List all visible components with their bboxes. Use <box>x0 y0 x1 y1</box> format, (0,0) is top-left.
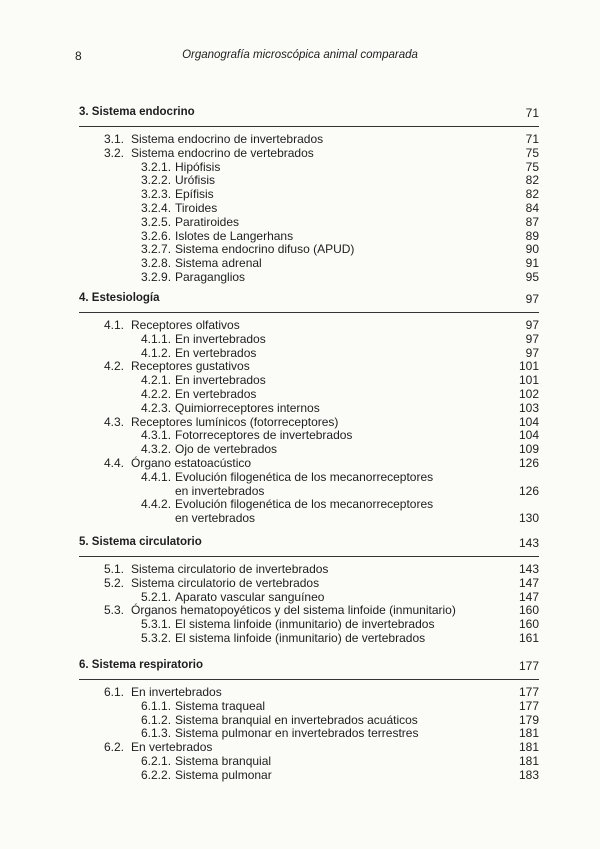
entry-page-number: 104 <box>518 414 539 429</box>
entry-number: 3.2.4. <box>141 200 172 215</box>
entry-number: 3.2.7. <box>141 242 172 257</box>
entry-title: en vertebrados <box>175 511 256 526</box>
toc-entry <box>79 769 539 783</box>
toc-entry <box>79 727 539 741</box>
entry-number: 3.2. <box>104 145 125 160</box>
toc-entry <box>79 485 539 499</box>
entry-number: 5.3.2. <box>141 630 172 645</box>
entry-title: Sistema branquial en invertebrados acuáticos <box>175 712 418 727</box>
toc-entry <box>79 360 539 374</box>
entry-number: 3.2.9. <box>141 269 172 284</box>
toc-entry <box>79 388 539 402</box>
entry-title: Quimiorreceptores internos <box>175 400 320 415</box>
entry-number: 6.2.1. <box>141 753 172 768</box>
entry-title: El sistema linfoide (inmunitario) de vertebrados <box>175 630 426 645</box>
toc-entry <box>79 374 539 388</box>
entry-title: Órgano estatoacústico <box>131 455 252 470</box>
entry-title: Receptores lumínicos (fotorreceptores) <box>131 414 339 429</box>
toc-entry <box>79 471 539 485</box>
entry-number: 6.1.2. <box>141 712 172 727</box>
entry-title: Receptores gustativos <box>131 359 250 374</box>
toc-entry <box>79 457 539 471</box>
toc-entry <box>79 714 539 728</box>
chapter-page-number: 97 <box>525 292 539 306</box>
entry-number: 6.1. <box>104 685 125 699</box>
page-number: 8 <box>75 49 82 63</box>
entry-number: 4.1.1. <box>141 331 172 346</box>
entry-number: 4.2. <box>104 359 125 374</box>
entry-page-number: 103 <box>518 400 539 415</box>
entry-title: En invertebrados <box>131 685 222 699</box>
entry-title: En invertebrados <box>175 373 266 388</box>
toc-entry <box>79 618 539 632</box>
chapter-title: 5. Sistema circulatorio <box>79 536 202 548</box>
entry-page-number: 160 <box>518 603 539 618</box>
entry-page-number: 126 <box>518 483 539 498</box>
entry-number: 4.2.1. <box>141 373 172 388</box>
entry-page-number: 89 <box>525 228 539 243</box>
chapter-page-number: 71 <box>525 106 539 120</box>
entry-page-number: 104 <box>518 428 539 443</box>
entry-page-number: 75 <box>525 145 539 160</box>
toc-entry <box>79 700 539 714</box>
toc-entry <box>79 133 539 147</box>
entry-page-number: 101 <box>518 373 539 388</box>
entry-title: En vertebrados <box>131 740 213 755</box>
entry-page-number: 95 <box>525 269 539 284</box>
entry-page-number: 87 <box>525 214 539 229</box>
toc-entry <box>79 174 539 188</box>
entry-number: 3.2.6. <box>141 228 172 243</box>
toc-entry <box>79 429 539 443</box>
toc-entry <box>79 257 539 271</box>
entry-title: Hipófisis <box>175 159 221 174</box>
entry-page-number: 183 <box>518 767 539 782</box>
entry-title: Sistema endocrino difuso (APUD) <box>175 242 355 257</box>
toc-entry <box>79 512 539 526</box>
toc-entry <box>79 188 539 202</box>
entry-title: Evolución filogenética de los mecanorreceptores <box>175 469 434 484</box>
chapter-section <box>79 536 539 645</box>
entry-number: 5.2. <box>104 575 125 590</box>
toc-entry <box>79 202 539 216</box>
toc-entry <box>79 577 539 591</box>
entry-number: 4.1.2. <box>141 345 172 360</box>
entry-page-number: 75 <box>525 159 539 174</box>
toc-entry <box>79 319 539 333</box>
entry-title: Sistema circulatorio de vertebrados <box>131 575 320 590</box>
entry-page-number: 181 <box>518 753 539 768</box>
toc-entry <box>79 604 539 618</box>
entry-number: 5.1. <box>104 562 125 576</box>
toc-entry <box>79 216 539 230</box>
entry-page-number: 97 <box>525 318 539 332</box>
entry-list <box>79 319 539 526</box>
entry-title: Sistema traqueal <box>175 698 266 713</box>
chapter-divider <box>79 312 539 313</box>
entry-number: 3.2.5. <box>141 214 172 229</box>
toc-entry <box>79 686 539 700</box>
entry-number: 6.2. <box>104 740 125 755</box>
toc-entry <box>79 271 539 285</box>
entry-title: Sistema circulatorio de invertebrados <box>131 562 329 576</box>
entry-number: 4.3. <box>104 414 125 429</box>
entry-number: 4.1. <box>104 318 125 332</box>
entry-title: El sistema linfoide (inmunitario) de invertebrados <box>175 617 435 632</box>
chapter-heading <box>79 536 539 552</box>
entry-page-number: 181 <box>518 740 539 755</box>
entry-page-number: 161 <box>518 630 539 645</box>
toc-entry <box>79 230 539 244</box>
chapter-divider <box>79 556 539 557</box>
entry-title: Sistema branquial <box>175 753 272 768</box>
entry-number: 5.2.1. <box>141 589 172 604</box>
entry-title: Sistema adrenal <box>175 256 262 271</box>
entry-list <box>79 686 539 783</box>
book-title: Organografía microscópica animal comparada <box>182 49 418 61</box>
entry-page-number: 126 <box>518 455 539 470</box>
toc-entry <box>79 147 539 161</box>
entry-title: Tiroides <box>175 200 218 215</box>
entry-title: Paraganglios <box>175 269 246 284</box>
entry-number: 3.2.8. <box>141 256 172 271</box>
chapter-heading <box>79 292 539 308</box>
entry-number: 4.4. <box>104 455 125 470</box>
chapter-title: 3. Sistema endocrino <box>79 106 195 118</box>
entry-page-number: 84 <box>525 200 539 215</box>
toc-entry <box>79 443 539 457</box>
entry-page-number: 147 <box>518 589 539 604</box>
entry-number: 6.2.2. <box>141 767 172 782</box>
entry-title: Fotorreceptores de invertebrados <box>175 428 353 443</box>
entry-title: Urófisis <box>175 173 216 188</box>
entry-list <box>79 133 539 285</box>
entry-title: Aparato vascular sanguíneo <box>175 589 325 604</box>
entry-number: 3.2.2. <box>141 173 172 188</box>
chapter-section <box>79 106 539 284</box>
entry-number: 3.2.1. <box>141 159 172 174</box>
entry-page-number: 177 <box>518 698 539 713</box>
chapter-heading <box>79 106 539 122</box>
entry-title: Epífisis <box>175 187 214 202</box>
entry-title: Receptores olfativos <box>131 318 240 332</box>
chapter-page-number: 143 <box>518 536 539 550</box>
entry-page-number: 179 <box>518 712 539 727</box>
chapter-title: 6. Sistema respiratorio <box>79 659 203 671</box>
chapter-title: 4. Estesiología <box>79 292 160 304</box>
entry-title: Sistema endocrino de invertebrados <box>131 132 324 146</box>
toc-entry <box>79 498 539 512</box>
entry-number: 5.3. <box>104 603 125 618</box>
toc-entry <box>79 161 539 175</box>
running-head <box>0 49 600 65</box>
entry-page-number: 147 <box>518 575 539 590</box>
entry-number: 4.3.2. <box>141 442 172 457</box>
entry-title: Órganos hematopoyéticos y del sistema linfoide (inmunitario) <box>131 603 456 618</box>
entry-page-number: 101 <box>518 359 539 374</box>
entry-title: Sistema pulmonar en invertebrados terrestres <box>175 726 419 741</box>
entry-title: Paratiroides <box>175 214 240 229</box>
entry-number: 4.4.2. <box>141 497 172 512</box>
entry-list <box>79 563 539 646</box>
toc-entry <box>79 741 539 755</box>
entry-number: 4.2.2. <box>141 386 172 401</box>
entry-page-number: 143 <box>518 562 539 576</box>
entry-number: 3.1. <box>104 132 125 146</box>
toc-entry <box>79 632 539 646</box>
entry-page-number: 181 <box>518 726 539 741</box>
entry-page-number: 97 <box>525 345 539 360</box>
entry-page-number: 82 <box>525 187 539 202</box>
toc-entry <box>79 402 539 416</box>
entry-page-number: 102 <box>518 386 539 401</box>
toc-entry <box>79 333 539 347</box>
entry-page-number: 97 <box>525 331 539 346</box>
entry-number: 6.1.3. <box>141 726 172 741</box>
toc-entry <box>79 243 539 257</box>
toc-entry <box>79 755 539 769</box>
entry-title: Sistema endocrino de vertebrados <box>131 145 314 160</box>
entry-title: Sistema pulmonar <box>175 767 272 782</box>
entry-page-number: 90 <box>525 242 539 257</box>
entry-title: Islotes de Langerhans <box>175 228 294 243</box>
chapter-divider <box>79 679 539 680</box>
chapter-page-number: 177 <box>518 659 539 673</box>
entry-number: 6.1.1. <box>141 698 172 713</box>
entry-title: Ojo de vertebrados <box>175 442 278 457</box>
entry-number: 5.3.1. <box>141 617 172 632</box>
entry-page-number: 160 <box>518 617 539 632</box>
entry-title: En invertebrados <box>175 331 266 346</box>
entry-number: 4.4.1. <box>141 469 172 484</box>
entry-number: 4.3.1. <box>141 428 172 443</box>
chapter-section <box>79 659 539 782</box>
entry-page-number: 130 <box>518 511 539 526</box>
chapter-heading <box>79 659 539 675</box>
entry-page-number: 91 <box>525 256 539 271</box>
entry-number: 4.2.3. <box>141 400 172 415</box>
entry-title: en invertebrados <box>175 483 265 498</box>
entry-page-number: 82 <box>525 173 539 188</box>
entry-title: En vertebrados <box>175 345 257 360</box>
toc-entry <box>79 416 539 430</box>
entry-title: En vertebrados <box>175 386 257 401</box>
chapter-section <box>79 292 539 526</box>
entry-page-number: 71 <box>525 132 539 146</box>
entry-page-number: 109 <box>518 442 539 457</box>
entry-title: Evolución filogenética de los mecanorreceptores <box>175 497 434 512</box>
toc-entry <box>79 563 539 577</box>
toc-entry <box>79 347 539 361</box>
chapter-divider <box>79 126 539 127</box>
entry-number: 3.2.3. <box>141 187 172 202</box>
entry-page-number: 177 <box>518 685 539 699</box>
